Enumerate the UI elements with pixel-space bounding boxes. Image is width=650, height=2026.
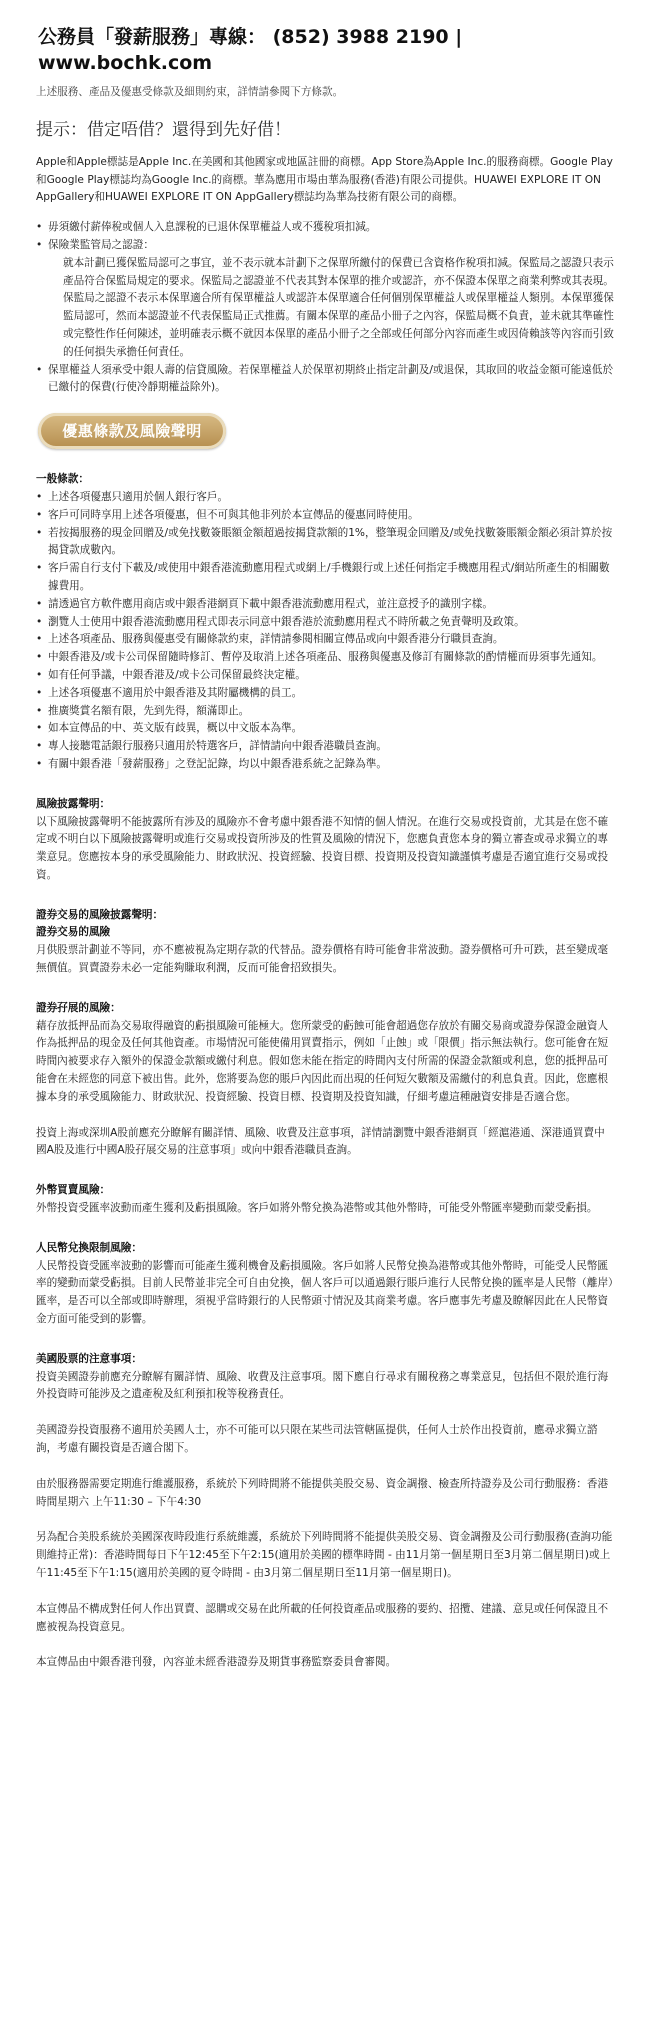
us-stock-body: 投資美國證券前應充分瞭解有關詳情、風險、收費及注意事項。閣下應自行尋求有關稅務之專業意見，包括但不限於進行海外投資時可能涉及之遺產稅及紅利預扣稅等稅務責任。	[36, 1370, 609, 1401]
insurance-note-credit-risk: • 保單權益人須承受中銀人壽的信貸風險。若保單權益人於保單初期終止指定計劃及/或退保，其取回的收益金額可能遠低於 已繳付的保費(行使冷靜期權益除外)。	[36, 362, 614, 398]
us-stock-notes	[0, 1329, 650, 1404]
hotline-banner: 公務員「發薪服務」專線： (852) 3988 2190 | www.bochk.com	[38, 26, 463, 74]
list-item: • 瀏覽人士使用中銀香港流動應用程式即表示同意中銀香港於流動應用程式不時所載之免責聲明及政策。	[36, 614, 614, 632]
general-terms-title: 一般條款：	[36, 473, 89, 486]
us-stock-maintenance: 由於服務器需要定期進行維護服務，系統於下列時間將不能提供美股交易、資金調撥、檢查所持證券及公司行動服務：香港時間星期六 上午11:30 – 下午4:30	[36, 1477, 609, 1508]
list-item: • 上述各項產品、服務與優惠受有關條款約束，詳情請參閱相關宣傳品或向中銀香港分行職員查詢。	[36, 631, 614, 649]
publisher-disclaimer: 本宣傳品由中銀香港刊發，內容並未經香港證券及期貨事務監察委員會審閱。	[36, 1656, 397, 1669]
list-item: • 有關中銀香港「發薪服務」之登記記錄，均以中銀香港系統之記錄為準。	[36, 756, 614, 774]
list-item: • 客戶可同時享用上述各項優惠，但不可與其他非列於本宣傳品的優惠同時使用。	[36, 507, 614, 525]
stock-connect-note: 投資上海或深圳A股前應充分瞭解有關詳情、風險、收費及注意事項，詳情請瀏覽中銀香港網頁「經滬港通、深港通買賣中國A股及進行中國A股孖展交易的注意事項」或向中銀香港職員查詢。	[36, 1126, 605, 1157]
risk-disclosure-body: 以下風險披露聲明不能披露所有涉及的風險亦不會考慮中銀香港不知情的個人情況。在進行交易或投資前，尤其是在您不確定或不明白以下風險披露聲明或進行交易或投資所涉及的性質及風險的情況下，您應負責您本身的獨立審查或尋求獨立的專業意見。您應按本身的承受風險能力、財政狀況、投資經驗、投資目標、投資期及投資知識謹慎考慮是否適宜進行交易或投資。	[36, 815, 609, 881]
securities-risk-title: 證券交易的風險披露聲明：	[36, 908, 164, 921]
margin-risk-body: 藉存放抵押品而為交易取得融資的虧損風險可能極大。您所蒙受的虧蝕可能會超過您存放於有關交易商或證券保證金融資人作為抵押品的現金及任何其他資產。市場情況可能使備用買賣指示，例如「止蝕」或「限價」指示無法執行。您可能會在短時間內被要求存入額外的保證金款額或繳付利息。假如您未能在指定的時間內支付所需的保證金款額或利息，您的抵押品可能會在未經您的同意下被出售。此外，您將要為您的賬戶內因此而出現的任何短欠數額及需繳付的利息負責。因此，您應根據本身的承受風險能力、財政狀況、投資經驗、投資目標、投資期及投資知識，仔細考慮這種融資安排是否適合您。	[36, 1019, 609, 1103]
us-stock-night-maintenance: 另為配合美股系統於美國深夜時段進行系統維護，系統於下列時間將不能提供美股交易、資金調撥及公司行動服務(查詢功能則維持正常)：香港時間每日下午12:45至下午2:15(適用於美國的標準時間 - 由11月第一個星期日至3月第二個星期日)或上午11:45至下午1:15(適用於美國的夏令時間 - 由3月第二個星期日至11月第一個星期日)。	[36, 1531, 613, 1579]
list-item: • 推廣獎賞名額有限，先到先得，額滿即止。	[36, 703, 614, 721]
list-item: • 上述各項優惠只適用於個人銀行客戶。	[36, 489, 614, 507]
trademark-notice: Apple和Apple標誌是Apple Inc.在美國和其他國家或地區註冊的商標。App Store為Apple Inc.的服務商標。Google Play和Google Play標誌均為Google Inc.的商標。華為應用市場由華為服務(香港)有限公司提供。HUAWEI EXPLORE IT ON AppGallery和HUAWEI EXPLORE IT ON AppGallery標誌均為華為技術有限公司的商標。	[36, 155, 613, 204]
risk-disclosure-title: 風險披露聲明：	[36, 797, 111, 810]
promo-terms-button[interactable]: 優惠條款及風險聲明	[38, 413, 226, 449]
list-item: • 若按揭服務的現金回贈及/或免找數簽賬額金額超過按揭貸款額的1%，整筆現金回贈及/或免找數簽賬額金額必須計算於按揭貸款成數內。	[36, 525, 614, 561]
rmb-risk-title: 人民幣兌換限制風險：	[36, 1241, 142, 1254]
list-item: • 上述各項優惠不適用於中銀香港及其附屬機構的員工。	[36, 685, 614, 703]
securities-risk-body: 月供股票計劃並不等同，亦不應被視為定期存款的代替品。證券價格有時可能會非常波動。證券價格可升可跌，甚至變成毫無價值。買賣證券未必一定能夠賺取利潤，反而可能會招致損失。	[36, 944, 609, 975]
securities-risk	[0, 885, 650, 978]
insurance-note-ia-label: 保險業監管局之認證：	[48, 238, 154, 251]
promo-button-wrap	[0, 397, 650, 449]
fx-risk	[0, 1160, 650, 1218]
rmb-risk-body: 人民幣投資受匯率波動的影響而可能產生獲利機會及虧損風險。客戶如將人民幣兌換為港幣或其他外幣時，可能受人民幣匯率的變動而蒙受虧損。目前人民幣並非完全可自由兌換，個人客戶可以通過銀行賬戶進行人民幣兌換的匯率是人民幣（離岸）匯率，是否可以全部或即時辦理，須視乎當時銀行的人民幣頭寸情況及其商業考慮。客戶應事先考慮及瞭解因此在人民幣資金方面可能受到的影響。	[36, 1259, 614, 1326]
list-item: • 如本宣傳品的中、英文版有歧異，概以中文版本為準。	[36, 720, 614, 738]
us-stock-eligibility: 美國證券投資服務不適用於美國人士，亦不可能可以只限在某些司法管轄區提供，任何人士於作出投資前，應尋求獨立諮詢，考慮有關投資是否適合閣下。	[36, 1424, 598, 1455]
fx-risk-body: 外幣投資受匯率波動而產生獲利及虧損風險。客戶如將外幣兌換為港幣或其他外幣時，可能受外幣匯率變動而蒙受虧損。	[36, 1202, 598, 1215]
insurance-note-ia	[36, 237, 614, 362]
insurance-note-tax: • 毋須繳付薪俸稅或個人入息課稅的已退休保單權益人或不獲稅項扣減。	[36, 219, 614, 237]
securities-risk-subtitle: 證券交易的風險	[36, 926, 111, 939]
intro-note: 上述服務、產品及優惠受條款及細則約束，詳情請參閱下方條款。	[36, 86, 344, 98]
general-terms	[0, 449, 650, 774]
list-item: • 如有任何爭議，中銀香港及/或卡公司保留最終決定權。	[36, 667, 614, 685]
borrowing-tip: 提示：借定唔借？還得到先好借！	[36, 119, 291, 140]
list-item: • 專人接聽電話銀行服務只適用於特選客戶，詳情請向中銀香港職員查詢。	[36, 738, 614, 756]
general-terms-list	[36, 489, 614, 774]
offer-disclaimer: 本宣傳品不構成對任何人作出買賣、認購或交易在此所載的任何投資產品或服務的要約、招攬、建議、意見或任何保證且不應被視為投資意見。	[36, 1602, 609, 1633]
ia-statement: 就本計劃已獲保監局認可之事宜，並不表示就本計劃下之保單所繳付的保費已含資格作稅項扣減。保監局之認證只表示產品符合保監局規定的要求。保監局之認證並不代表其對本保單的推介或認許，亦不保證本保單之商業利弊或其表現。保監局之認證不表示本保單適合所有保單權益人或認許本保單適合任何個別保單權益人或保單權益人類別。本保單獲保監局認可，然而本認證並不代表保監局正式推薦。有關本保單的產品小冊子之內容，保監局概不負責，並未就其準確性或完整性作任何陳述，並明確表示概不就因本保單的產品小冊子之全部或任何部分內容而產生或因倚賴該等內容而引致的任何損失承擔任何責任。	[63, 256, 614, 358]
insurance-notes	[0, 219, 650, 397]
top-spacer	[0, 0, 650, 10]
fx-risk-title: 外幣買賣風險：	[36, 1184, 111, 1197]
list-item: • 客戶需自行支付下載及/或使用中銀香港流動應用程式或網上/手機銀行或上述任何指定手機應用程式/網站所產生的相關數據費用。	[36, 560, 614, 596]
list-item: • 中銀香港及/或卡公司保留隨時修訂、暫停及取消上述各項產品、服務與優惠及修訂有關條款的酌情權而毋須事先通知。	[36, 649, 614, 667]
margin-risk	[0, 978, 650, 1107]
risk-disclosure	[0, 774, 650, 885]
us-stock-title: 美國股票的注意事項：	[36, 1352, 142, 1365]
list-item: • 請透過官方軟件應用商店或中銀香港網頁下載中銀香港流動應用程式，並注意授予的識別字樣。	[36, 596, 614, 614]
rmb-risk	[0, 1218, 650, 1329]
margin-risk-title: 證券孖展的風險：	[36, 1001, 121, 1014]
